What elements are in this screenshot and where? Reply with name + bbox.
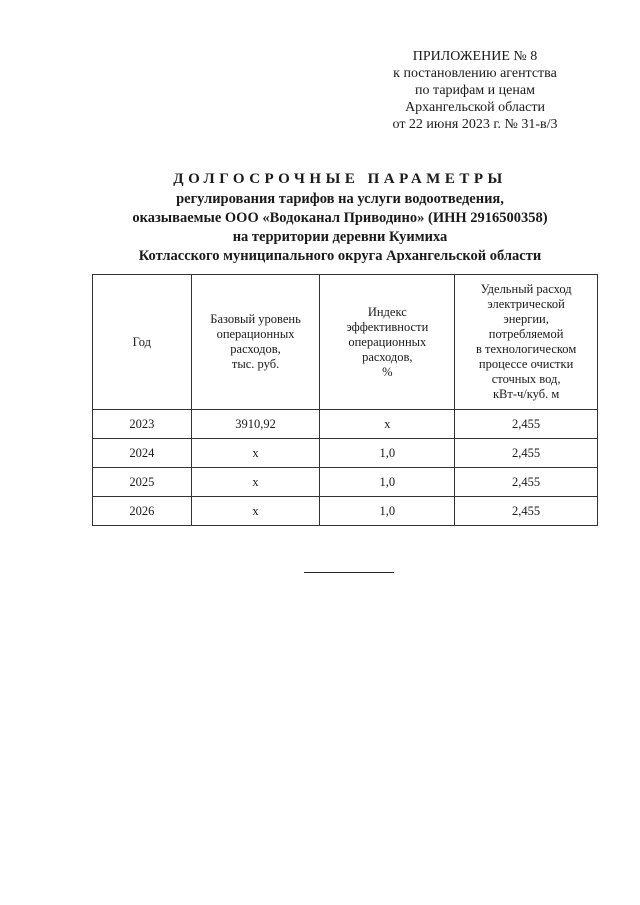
- header-line: %: [382, 364, 393, 379]
- end-divider: [304, 572, 394, 573]
- header-line: операционных: [348, 334, 427, 349]
- cell-year: 2025: [93, 468, 192, 497]
- header-line: расходов,: [230, 342, 281, 356]
- title-line: Котласского муниципального округа Архангельской области: [138, 248, 542, 264]
- cell-energy-consumption: 2,455: [455, 410, 598, 439]
- cell-efficiency-index: x: [320, 410, 455, 439]
- header-base-opex: [191, 275, 320, 410]
- cell-base-opex: x: [191, 439, 320, 468]
- table-row: [93, 439, 598, 468]
- appendix-number: ПРИЛОЖЕНИЕ № 8: [412, 49, 538, 64]
- header-line: в технологическом: [475, 342, 577, 356]
- title-line: регулирования тарифов на услуги водоотведения,: [176, 191, 504, 207]
- appendix-ref-line: по тарифам и ценам: [415, 83, 535, 98]
- parameters-table: [92, 274, 598, 526]
- cell-year: 2023: [93, 410, 192, 439]
- appendix-date-number: от 22 июня 2023 г. № 31-в/3: [392, 117, 558, 132]
- header-line: кВт-ч/куб. м: [492, 387, 560, 401]
- title-heading: ДОЛГОСРОЧНЫЕ ПАРАМЕТРЫ: [173, 171, 507, 187]
- header-line: эффективности: [346, 319, 429, 334]
- appendix-ref-line: к постановлению агентства: [393, 66, 557, 81]
- title-line: на территории деревни Куимиха: [232, 229, 448, 245]
- header-line: тыс. руб.: [231, 357, 280, 371]
- header-energy-consumption: [455, 275, 598, 410]
- header-year: [93, 275, 192, 410]
- cell-base-opex: x: [191, 497, 320, 526]
- cell-year: 2024: [93, 439, 192, 468]
- table-row: [93, 468, 598, 497]
- title-line: оказываемые ООО «Водоканал Приводино» (ИНН 2916500358): [132, 210, 548, 226]
- header-line: Базовый уровень: [210, 312, 301, 326]
- table-row: [93, 410, 598, 439]
- header-line: операционных: [216, 327, 295, 341]
- header-line: расходов,: [362, 349, 413, 364]
- header-line: Год: [132, 334, 152, 349]
- header-line: Индекс: [367, 304, 407, 319]
- header-line: Удельный расход: [480, 282, 572, 296]
- cell-efficiency-index: 1,0: [320, 439, 455, 468]
- cell-base-opex: 3910,92: [191, 410, 320, 439]
- cell-energy-consumption: 2,455: [455, 439, 598, 468]
- cell-efficiency-index: 1,0: [320, 468, 455, 497]
- header-line: процессе очистки: [478, 357, 574, 371]
- document-title: [60, 170, 620, 266]
- cell-energy-consumption: 2,455: [455, 497, 598, 526]
- appendix-ref-line: Архангельской области: [405, 100, 545, 115]
- cell-energy-consumption: 2,455: [455, 468, 598, 497]
- cell-year: 2026: [93, 497, 192, 526]
- header-line: сточных вод,: [491, 372, 561, 386]
- appendix-block: [360, 48, 590, 133]
- cell-efficiency-index: 1,0: [320, 497, 455, 526]
- table-header-row: [93, 275, 598, 410]
- header-line: электрической: [487, 297, 565, 311]
- cell-base-opex: x: [191, 468, 320, 497]
- header-line: потребляемой: [488, 327, 564, 341]
- header-efficiency-index: [320, 275, 455, 410]
- header-line: энергии,: [503, 312, 549, 326]
- table-row: [93, 497, 598, 526]
